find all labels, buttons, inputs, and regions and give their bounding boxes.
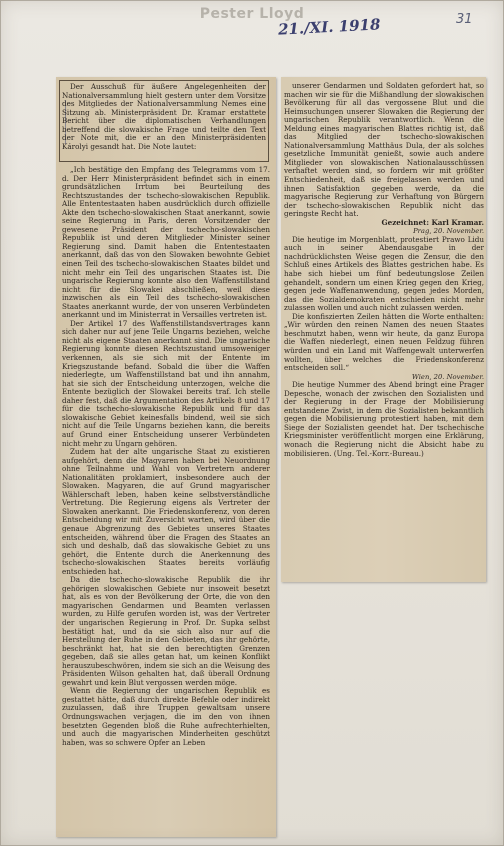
masthead-stamp: Pester Lloyd <box>199 6 305 22</box>
left-column-body <box>62 166 270 834</box>
handwritten-page-number: 31 <box>456 12 473 27</box>
handwritten-date: 21./XI. 1918 <box>277 15 381 39</box>
sheet-border-top <box>0 0 504 1</box>
signature-line: Gezeichnet: Karl Kramar. <box>381 217 484 227</box>
dateline-vienna: Wien, 20. November. <box>411 372 484 381</box>
body-paragraph: Die heutige Nummer des Abend bringt eine Prager Depesche, wonach der zwischen den Sozialisten und der Regierung in der Frage der Mobilisierung entstandene Zwist, in dem die Sozialisten bekanntlich gegen die Mobilisierung protestiert haben, mit dem Siege der Sozialisten geendet hat. Der tschechische Kriegsminister veröffentlicht morgen eine Erklärung, wonach die Regierung nicht die Absicht habe zu mobilisieren. (Ung. Tel.-Korr.-Bureau.) <box>284 380 484 458</box>
dateline-prague: Prag, 20. November. <box>413 227 484 236</box>
sheet-border-left <box>0 0 1 846</box>
body-paragraph: Zudem hat der alte ungarische Staat zu existieren aufgehört, denn die Magyaren haben bei Neuordnung ohne Teilnahme und Wahl von Vertretern anderer Nationalitäten proklamiert, insbesondere auch der Slowaken. Magyaren, die auf Grund magyarischer Wählerschaft leben, haben keine selbstverständliche Vertretung. Die Regierung eigens als Vertreter der Slowaken anerkannt. Die Friedenskonferenz, von deren Entscheidung wir mit Zuversicht warten, wird über die genaue Abgrenzung des Gebietes unseres Staates entscheiden, während über die Fragen des Staates an sich und deshalb, daß das slowakische Gebiet zu uns gehört, die Entente durch die Anerkennung des tschecho-slowakischen Staates bereits vorläufig entschieden hat. <box>62 447 270 576</box>
body-paragraph: „Ich bestätige den Empfang des Telegramms vom 17. d. Der Herr Ministerpräsident befindet sich in einem grundsätzlichen Irrtum bei Beurteilung des Rechtszustandes der tschecho-slowakischen Republik. Alle Ententestaaten haben ausdrücklich durch offizielle Akte den tschecho-slowakischen Staat anerkannt, sowie seine Regierung in Paris, deren Vorsitzender der gewesene Präsident der tschecho-slowakischen Republik ist und deren Mitglieder Minister seiner Regierung sind. Damit haben die Ententestaaten anerkannt, daß das von den Slowaken bewohnte Gebiet einen Teil des tschecho-slowakischen Staates bildet und nicht mehr ein Teil des ungarischen Staates ist. Die ungarische Regierung konnte also den Waffenstillstand nicht für die Slowakei abschließen, weil diese inzwischen als ein Teil des tschecho-slowakischen Staates anerkannt wurde, der von unseren Verbündeten anerkannt und im Ministerrat in Versailles vertreten ist. <box>62 166 270 320</box>
right-column-body <box>284 82 484 578</box>
body-paragraph: Die konfiszierten Zeilen hätten die Worte enthalten: „Wir würden den reinen Namen des neuen Staates beschmutzt haben, wenn wir heute, da ganz Europa die Waffen niederlegt, einen neuen Feldzug führen würden und ein Land mit Waffengewalt unterwerfen wollten, über welches die Friedenskonferenz entscheiden soll.“ <box>284 311 484 373</box>
body-paragraph: unserer Gendarmen und Soldaten gefordert hat, so machen wir sie für die Mißhandlung der slowakischen Bevölkerung für all das vergossene Blut und die Heimsuchungen unserer Slowaken die Regierung der ungarischen Republik verantwortlich. Wenn die Meldung eines magyarischen Blattes richtig ist, daß das Mitglied der tschecho-slowakischen Nationalversammlung Matthäus Dula, der als solches gesetzliche Immunität genießt, sowie auch andere Mitglieder von slowakischen Nationalausschüssen verhaftet werden sind, so fordern wir mit größter Entschiedenheit, daß sie freigelassen werden und ihnen Satisfaktion gegeben werde, da die magyarische Regierung zur Verhaftung von Bürgern der tschecho-slowakischen Republik nicht das geringste Recht hat. <box>284 82 484 219</box>
lead-text: Der Ausschuß für äußere Angelegenheiten der Nationalversammlung hielt gestern unter dem Vorsitze des Mitgliedes der Nationalversammlung Nemes eine Sitzung ab. Ministerpräsident Dr. Kramar erstattete Bericht über die diplomatischen Verhandlungen betreffend die slowakische Frage und teilte den Text der Note mit, die er an den Ministerpräsidenten Károlyi gesandt hat. Die Note lautet: <box>62 83 266 151</box>
body-paragraph: Da die tschecho-slowakische Republik die ihr gehörigen slowakischen Gebiete nur insoweit besetzt hat, als es von der Bevölkerung der Orte, die von den magyarischen Gendarmen und Beamten verlassen wurden, zu Hilfe gerufen worden ist, was der Vertreter der ungarischen Regierung in Prof. Dr. Supka selbst bestätigt hat, und da sie sich also nur auf die Herstellung der Ruhe in den Gebieten, das ihr gehörte, beschränkt hat, hat sie den berechtigten Grenzen gegeben, daß sie alles getan hat, um keinen Konflikt herauszubeschwören, indem sie sich an die Weisung des Präsidenten Wilson gehalten hat, daß überall Ordnung gewahrt und kein Blut vergossen werden möge. <box>62 575 270 687</box>
body-paragraph: Wenn die Regierung der ungarischen Republik es gestattet hätte, daß durch direkte Befehle oder indirekt zuzulassen, daß ihre Truppen gewaltsam unsere Ordnungswachen verjagen, die im den von ihnen besetzten Gegenden bloß die Ruhe aufrechterhielten, und auch die magyarischen Minderheiten geschützt haben, was so schwere Opfer an Leben <box>62 686 270 747</box>
lead-paragraph <box>62 83 266 159</box>
body-paragraph: Die heutige im Morgenblatt, protestiert Prawo Lidu auch in seiner Abendausgabe in der nachdrücklichsten Weise gegen die Zensur, die den Schluß eines Artikels des Blattes gestrichen habe. Es habe sich hiebei um fünf bedeutungslose Zeilen gehandelt, sondern um einen Krieg gegen den Krieg, gegen jede Waffenanwendung, gegen jedes Morden, das die Sozialdemokraten entschieden nicht mehr zulassen wollen und auch nicht zulassen werden. <box>284 234 484 313</box>
body-paragraph: Der Artikel 17 des Waffenstillstandsvertrages kann sich daher nur auf jene Teile Ungarns beziehen, welche nicht als eigene Staaten anerkannt sind. Die ungarische Regierung konnte diesen Rechtszustand umsoweniger verkennen, als sie sich mit der Entente im Kriegszustande befand. Sobald die über die Waffen niederlegte, um Waffenstillstand bat und ihn annahm, hat sie sich der Entscheidung unterzogen, welche die Entente bezüglich der Slowakei bereits traf. Ich stelle daher fest, daß die Argumentation des Artikels 8 und 17 für die tschecho-slowakische Republik und für das slowakische Gebiet keinesfalls bindend, weil sie sich nicht auf die Teile Ungarns beziehen kann, die bereits auf Grund einer Entscheidung unserer Verbündeten nicht mehr zu Ungarn gehören. <box>62 318 270 448</box>
